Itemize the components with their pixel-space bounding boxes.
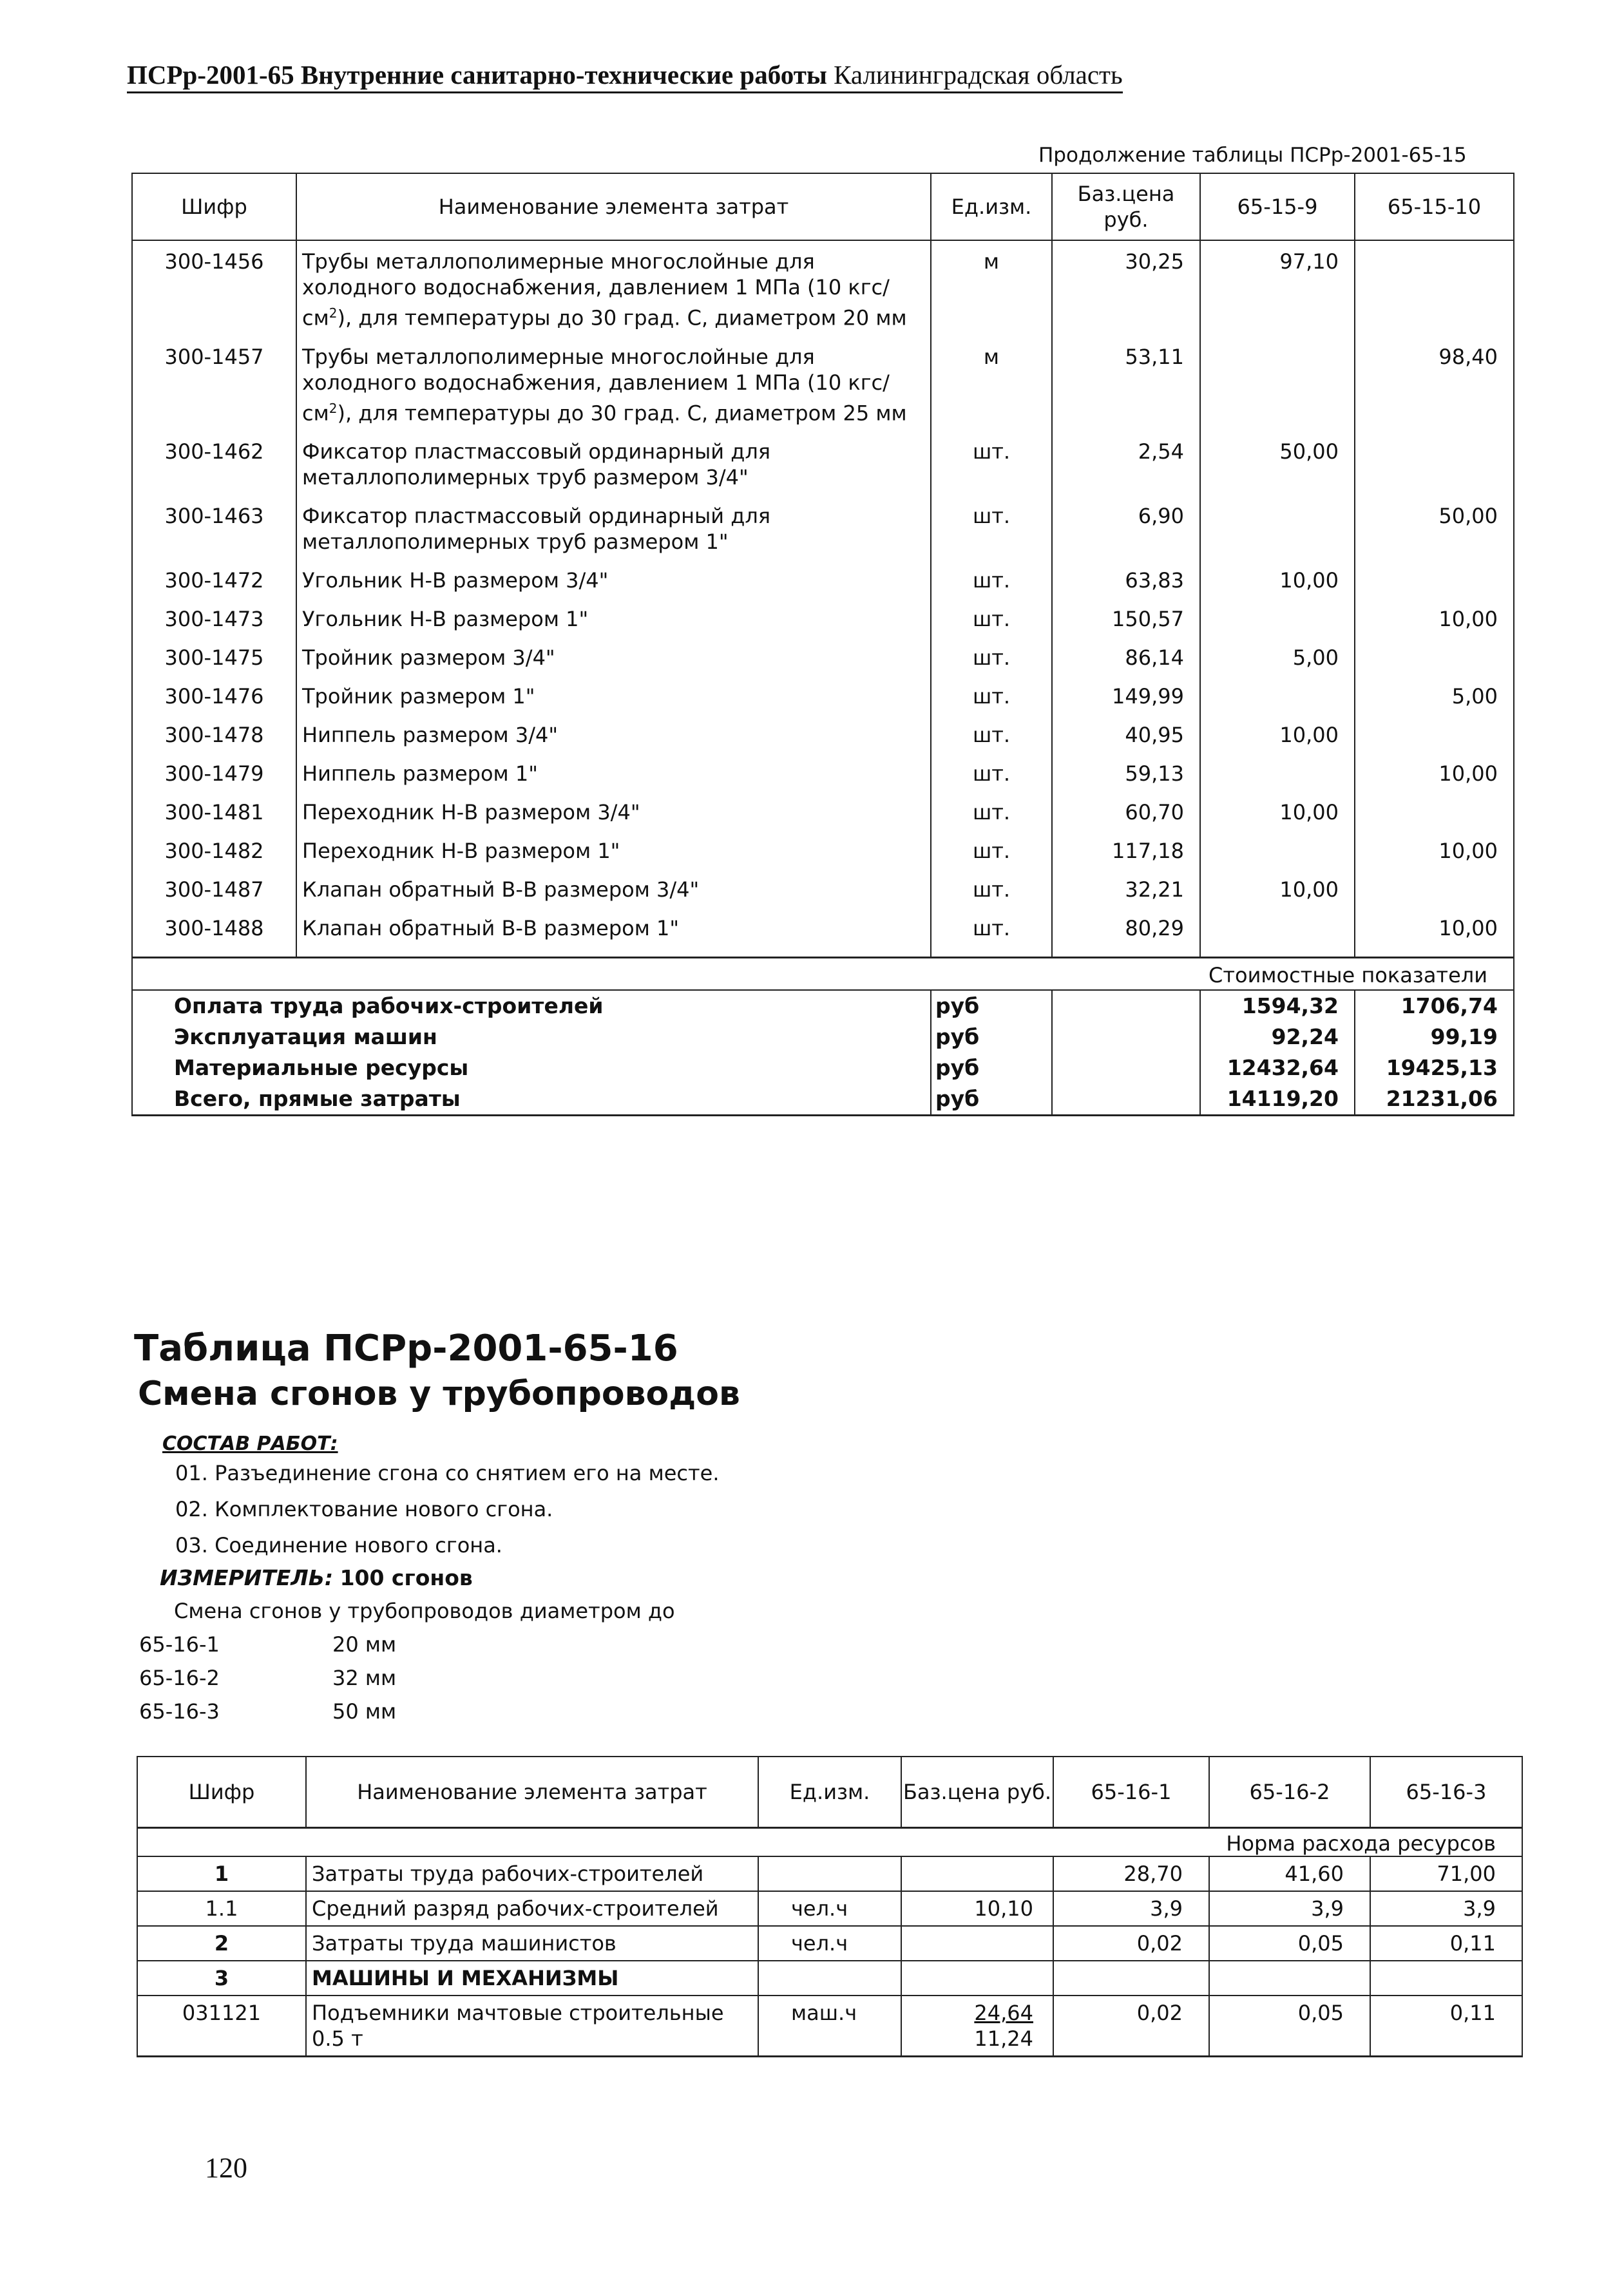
item-price: 149,99 [1052,676,1200,714]
item-code: 031121 [137,1996,306,2057]
item-value-65-16-1: 3,9 [1053,1891,1209,1926]
table-row [132,637,1514,676]
item-unit [758,1961,901,1996]
summary-name: Оплата труда рабочих-строителей [132,990,931,1022]
item-name [296,869,931,908]
item-value-65-16-3: 0,11 [1370,1926,1522,1961]
item-name [296,240,931,336]
item-name-text: Тройник размером 3/4" [302,645,555,671]
item-name [296,676,931,714]
resource-table-65-16 [137,1756,1523,2057]
summary-price [1052,1083,1200,1116]
item-value-65-15-9 [1200,908,1355,958]
item-code: 300-1476 [132,676,296,714]
item-unit: шт. [931,431,1052,495]
variant-code: 65-16-3 [139,1699,220,1724]
item-name-text: Переходник Н-В размером 1" [302,839,620,864]
col-code-header: Шифр [132,173,296,240]
item-unit: чел.ч [758,1926,901,1961]
resource-table-65-15 [131,173,1514,1116]
item-name: Затраты труда рабочих-строителей [306,1856,758,1891]
table-row [132,336,1514,432]
item-price-value: 11,24 [974,2026,1033,2051]
item-code: 300-1478 [132,714,296,753]
variant-value: 50 мм [332,1699,397,1724]
item-code: 300-1456 [132,240,296,336]
item-code: 1.1 [137,1891,306,1926]
item-price [901,1996,1053,2057]
table-row [137,1891,1522,1926]
item-name-text: Фиксатор пластмассовый ординарный для металлополимерных труб размером 3/4" [302,439,771,490]
table-row [137,1961,1522,1996]
item-name-superscript: 2 [329,305,338,321]
summary-price [1052,1022,1200,1053]
item-name [296,560,931,598]
item-unit: маш.ч [758,1996,901,2057]
item-price-value: 24,64 [974,2000,1033,2025]
item-unit: чел.ч [758,1891,901,1926]
summary-unit: руб [931,1053,1052,1083]
table-description: Смена сгонов у трубопроводов диаметром до [174,1599,675,1623]
item-name: Подъемники мачтовые строительные 0.5 т [306,1996,758,2057]
item-price [901,1926,1053,1961]
col-price-header: Баз.цена руб. [901,1757,1053,1827]
variant-row [139,1666,396,1699]
page-number: 120 [205,2152,247,2184]
item-price: 59,13 [1052,753,1200,792]
table-subtitle: Смена сгонов у трубопроводов [138,1375,740,1413]
item-unit: шт. [931,869,1052,908]
header-region: Калининградская область [834,60,1123,90]
item-unit [758,1856,901,1891]
item-value-65-15-10 [1355,560,1514,598]
col-v2-header: 65-16-2 [1209,1757,1370,1827]
item-name-text: Переходник Н-В размером 3/4" [302,800,640,825]
table-title: Таблица ПСРр-2001-65-16 [134,1328,678,1369]
item-name-text: ), для температуры до 30 град. С, диаметром 25 мм [337,401,907,426]
item-value-65-15-10: 10,00 [1355,598,1514,637]
item-value-65-15-9: 50,00 [1200,431,1355,495]
item-value-65-15-10: 10,00 [1355,908,1514,958]
item-code: 3 [137,1961,306,1996]
summary-row [132,1053,1514,1083]
item-name-text: Клапан обратный В-В размером 1" [302,916,680,941]
item-price: 150,57 [1052,598,1200,637]
item-value-65-15-10: 5,00 [1355,676,1514,714]
summary-row [132,1022,1514,1053]
table-row [137,1926,1522,1961]
table-row [132,560,1514,598]
table-row [132,753,1514,792]
item-code: 300-1463 [132,495,296,560]
summary-price [1052,990,1200,1022]
item-name [296,431,931,495]
summary-name: Эксплуатация машин [132,1022,931,1053]
item-value-65-15-10 [1355,431,1514,495]
item-name-text: Тройник размером 1" [302,684,535,709]
norm-header: Норма расхода ресурсов [137,1827,1522,1856]
item-price [901,1961,1053,1996]
summary-row [132,990,1514,1022]
item-unit: шт. [931,753,1052,792]
summary-name: Всего, прямые затраты [132,1083,931,1116]
item-value-65-15-9: 10,00 [1200,560,1355,598]
item-value-65-16-1: 28,70 [1053,1856,1209,1891]
item-price: 63,83 [1052,560,1200,598]
item-price: 2,54 [1052,431,1200,495]
summary-value-65-15-9: 1594,32 [1200,990,1355,1022]
item-price: 86,14 [1052,637,1200,676]
item-price-value: 10,10 [974,1896,1033,1921]
item-unit: шт. [931,830,1052,869]
item-name [296,908,931,958]
item-unit: м [931,240,1052,336]
item-code: 300-1488 [132,908,296,958]
summary-value-65-15-10: 99,19 [1355,1022,1514,1053]
item-code: 300-1481 [132,792,296,830]
col-unit-header: Ед.изм. [758,1757,901,1827]
table-row [132,495,1514,560]
summary-unit: руб [931,1022,1052,1053]
item-price: 6,90 [1052,495,1200,560]
summary-value-65-15-9: 92,24 [1200,1022,1355,1053]
item-price: 32,21 [1052,869,1200,908]
item-name: МАШИНЫ И МЕХАНИЗМЫ [306,1961,758,1996]
item-price: 117,18 [1052,830,1200,869]
item-name: Затраты труда машинистов [306,1926,758,1961]
col-name-header: Наименование элемента затрат [296,173,931,240]
item-code: 300-1475 [132,637,296,676]
item-value-65-15-10 [1355,637,1514,676]
table-row [137,1856,1522,1891]
col-price-header: Баз.цена руб. [1052,173,1200,240]
item-value-65-16-1: 0,02 [1053,1926,1209,1961]
item-value-65-15-9 [1200,598,1355,637]
summary-value-65-15-9: 12432,64 [1200,1053,1355,1083]
item-price: 60,70 [1052,792,1200,830]
item-price: 53,11 [1052,336,1200,432]
item-price: 80,29 [1052,908,1200,958]
item-unit: шт. [931,908,1052,958]
col-v3-header: 65-16-3 [1370,1757,1522,1827]
item-name-text: ), для температуры до 30 град. С, диаметром 20 мм [337,305,907,330]
item-value-65-16-3: 3,9 [1370,1891,1522,1926]
item-name: Средний разряд рабочих-строителей [306,1891,758,1926]
header-title: ПСРр-2001-65 Внутренние санитарно-технические работы [127,60,827,90]
table-row [132,431,1514,495]
variant-row [139,1632,396,1666]
item-name [296,598,931,637]
item-unit: шт. [931,637,1052,676]
item-name-text: Клапан обратный В-В размером 3/4" [302,877,700,902]
summary-value-65-15-10: 19425,13 [1355,1053,1514,1083]
table-row [132,240,1514,336]
table-continuation-label: Продолжение таблицы ПСРр-2001-65-15 [1038,144,1467,167]
measurer-label: ИЗМЕРИТЕЛЬ: [160,1565,334,1590]
page-header [127,59,1123,93]
cost-indicators-header: Стоимостные показатели [132,958,1514,991]
item-value-65-15-9 [1200,336,1355,432]
composition-label: СОСТАВ РАБОТ: [162,1433,338,1455]
summary-price [1052,1053,1200,1083]
item-name [296,336,931,432]
item-value-65-15-10 [1355,714,1514,753]
item-code: 300-1462 [132,431,296,495]
item-value-65-16-2: 0,05 [1209,1926,1370,1961]
item-value-65-15-10 [1355,240,1514,336]
item-value-65-16-2: 3,9 [1209,1891,1370,1926]
item-value-65-15-9 [1200,830,1355,869]
col-name-header: Наименование элемента затрат [306,1757,758,1827]
item-code: 2 [137,1926,306,1961]
item-price [901,1856,1053,1891]
item-value-65-15-10 [1355,792,1514,830]
table-row [132,792,1514,830]
table-row [137,1996,1522,2057]
col-unit-header: Ед.изм. [931,173,1052,240]
item-code: 1 [137,1856,306,1891]
item-name-text: Трубы металлополимерные многослойные для холодного водоснабжения, давлением 1 МПа (10 кгс/см [302,344,890,426]
item-name-text: Угольник Н-В размером 1" [302,607,589,632]
item-name-text: Фиксатор пластмассовый ординарный для металлополимерных труб размером 1" [302,504,771,555]
summary-unit: руб [931,990,1052,1022]
item-value-65-15-9 [1200,676,1355,714]
item-code: 300-1457 [132,336,296,432]
item-value-65-16-2: 41,60 [1209,1856,1370,1891]
item-value-65-15-10: 98,40 [1355,336,1514,432]
item-value-65-15-10: 50,00 [1355,495,1514,560]
item-name [296,637,931,676]
item-value-65-15-10 [1355,869,1514,908]
summary-value-65-15-10: 21231,06 [1355,1083,1514,1116]
item-name [296,714,931,753]
item-unit: шт. [931,792,1052,830]
summary-value-65-15-9: 14119,20 [1200,1083,1355,1116]
item-name-text: Ниппель размером 1" [302,761,538,786]
table-row [132,714,1514,753]
col-v2-header: 65-15-10 [1355,173,1514,240]
work-composition [160,1433,720,1563]
summary-name: Материальные ресурсы [132,1053,931,1083]
item-price: 30,25 [1052,240,1200,336]
table-row [132,830,1514,869]
item-name [296,792,931,830]
item-value-65-16-3: 71,00 [1370,1856,1522,1891]
variant-list [139,1632,396,1733]
summary-row [132,1083,1514,1116]
variant-code: 65-16-1 [139,1632,220,1657]
composition-step: 01. Разъединение сгона со снятием его на месте. [175,1461,720,1485]
item-name [296,753,931,792]
item-name-text: Ниппель размером 3/4" [302,723,559,748]
variant-value: 20 мм [332,1632,397,1657]
item-value-65-16-3 [1370,1961,1522,1996]
item-value-65-15-10: 10,00 [1355,830,1514,869]
table-row [132,676,1514,714]
col-v1-header: 65-15-9 [1200,173,1355,240]
item-code: 300-1472 [132,560,296,598]
item-price: 40,95 [1052,714,1200,753]
measurer [160,1565,473,1590]
item-unit: шт. [931,714,1052,753]
item-value-65-15-10: 10,00 [1355,753,1514,792]
item-code: 300-1487 [132,869,296,908]
item-value-65-15-9: 5,00 [1200,637,1355,676]
table-row [132,598,1514,637]
item-unit: м [931,336,1052,432]
item-name [296,495,931,560]
item-value-65-15-9: 10,00 [1200,869,1355,908]
item-code: 300-1482 [132,830,296,869]
summary-unit: руб [931,1083,1052,1116]
item-unit: шт. [931,560,1052,598]
col-v1-header: 65-16-1 [1053,1757,1209,1827]
table-row [132,908,1514,958]
item-value-65-15-9 [1200,495,1355,560]
item-value-65-15-9: 97,10 [1200,240,1355,336]
item-value-65-16-1 [1053,1961,1209,1996]
item-name-text: Трубы металлополимерные многослойные для холодного водоснабжения, давлением 1 МПа (10 кгс/см [302,249,890,330]
item-unit: шт. [931,676,1052,714]
item-name [296,830,931,869]
item-value-65-16-2 [1209,1961,1370,1996]
variant-code: 65-16-2 [139,1666,220,1690]
composition-step: 02. Комплектование нового сгона. [175,1497,553,1521]
item-unit: шт. [931,495,1052,560]
item-price [901,1891,1053,1926]
table-row [132,869,1514,908]
composition-step: 03. Соединение нового сгона. [175,1533,502,1558]
item-code: 300-1473 [132,598,296,637]
item-value-65-15-9 [1200,753,1355,792]
item-value-65-16-3: 0,11 [1370,1996,1522,2057]
variant-value: 32 мм [332,1666,397,1690]
item-value-65-16-2: 0,05 [1209,1996,1370,2057]
summary-value-65-15-10: 1706,74 [1355,990,1514,1022]
item-code: 300-1479 [132,753,296,792]
item-value-65-16-1: 0,02 [1053,1996,1209,2057]
item-value-65-15-9: 10,00 [1200,792,1355,830]
item-name-text: Угольник Н-В размером 3/4" [302,568,609,593]
item-unit: шт. [931,598,1052,637]
measurer-value: 100 сгонов [339,1565,473,1590]
col-code-header: Шифр [137,1757,306,1827]
variant-row [139,1699,396,1733]
item-name-superscript: 2 [329,400,338,416]
item-value-65-15-9: 10,00 [1200,714,1355,753]
